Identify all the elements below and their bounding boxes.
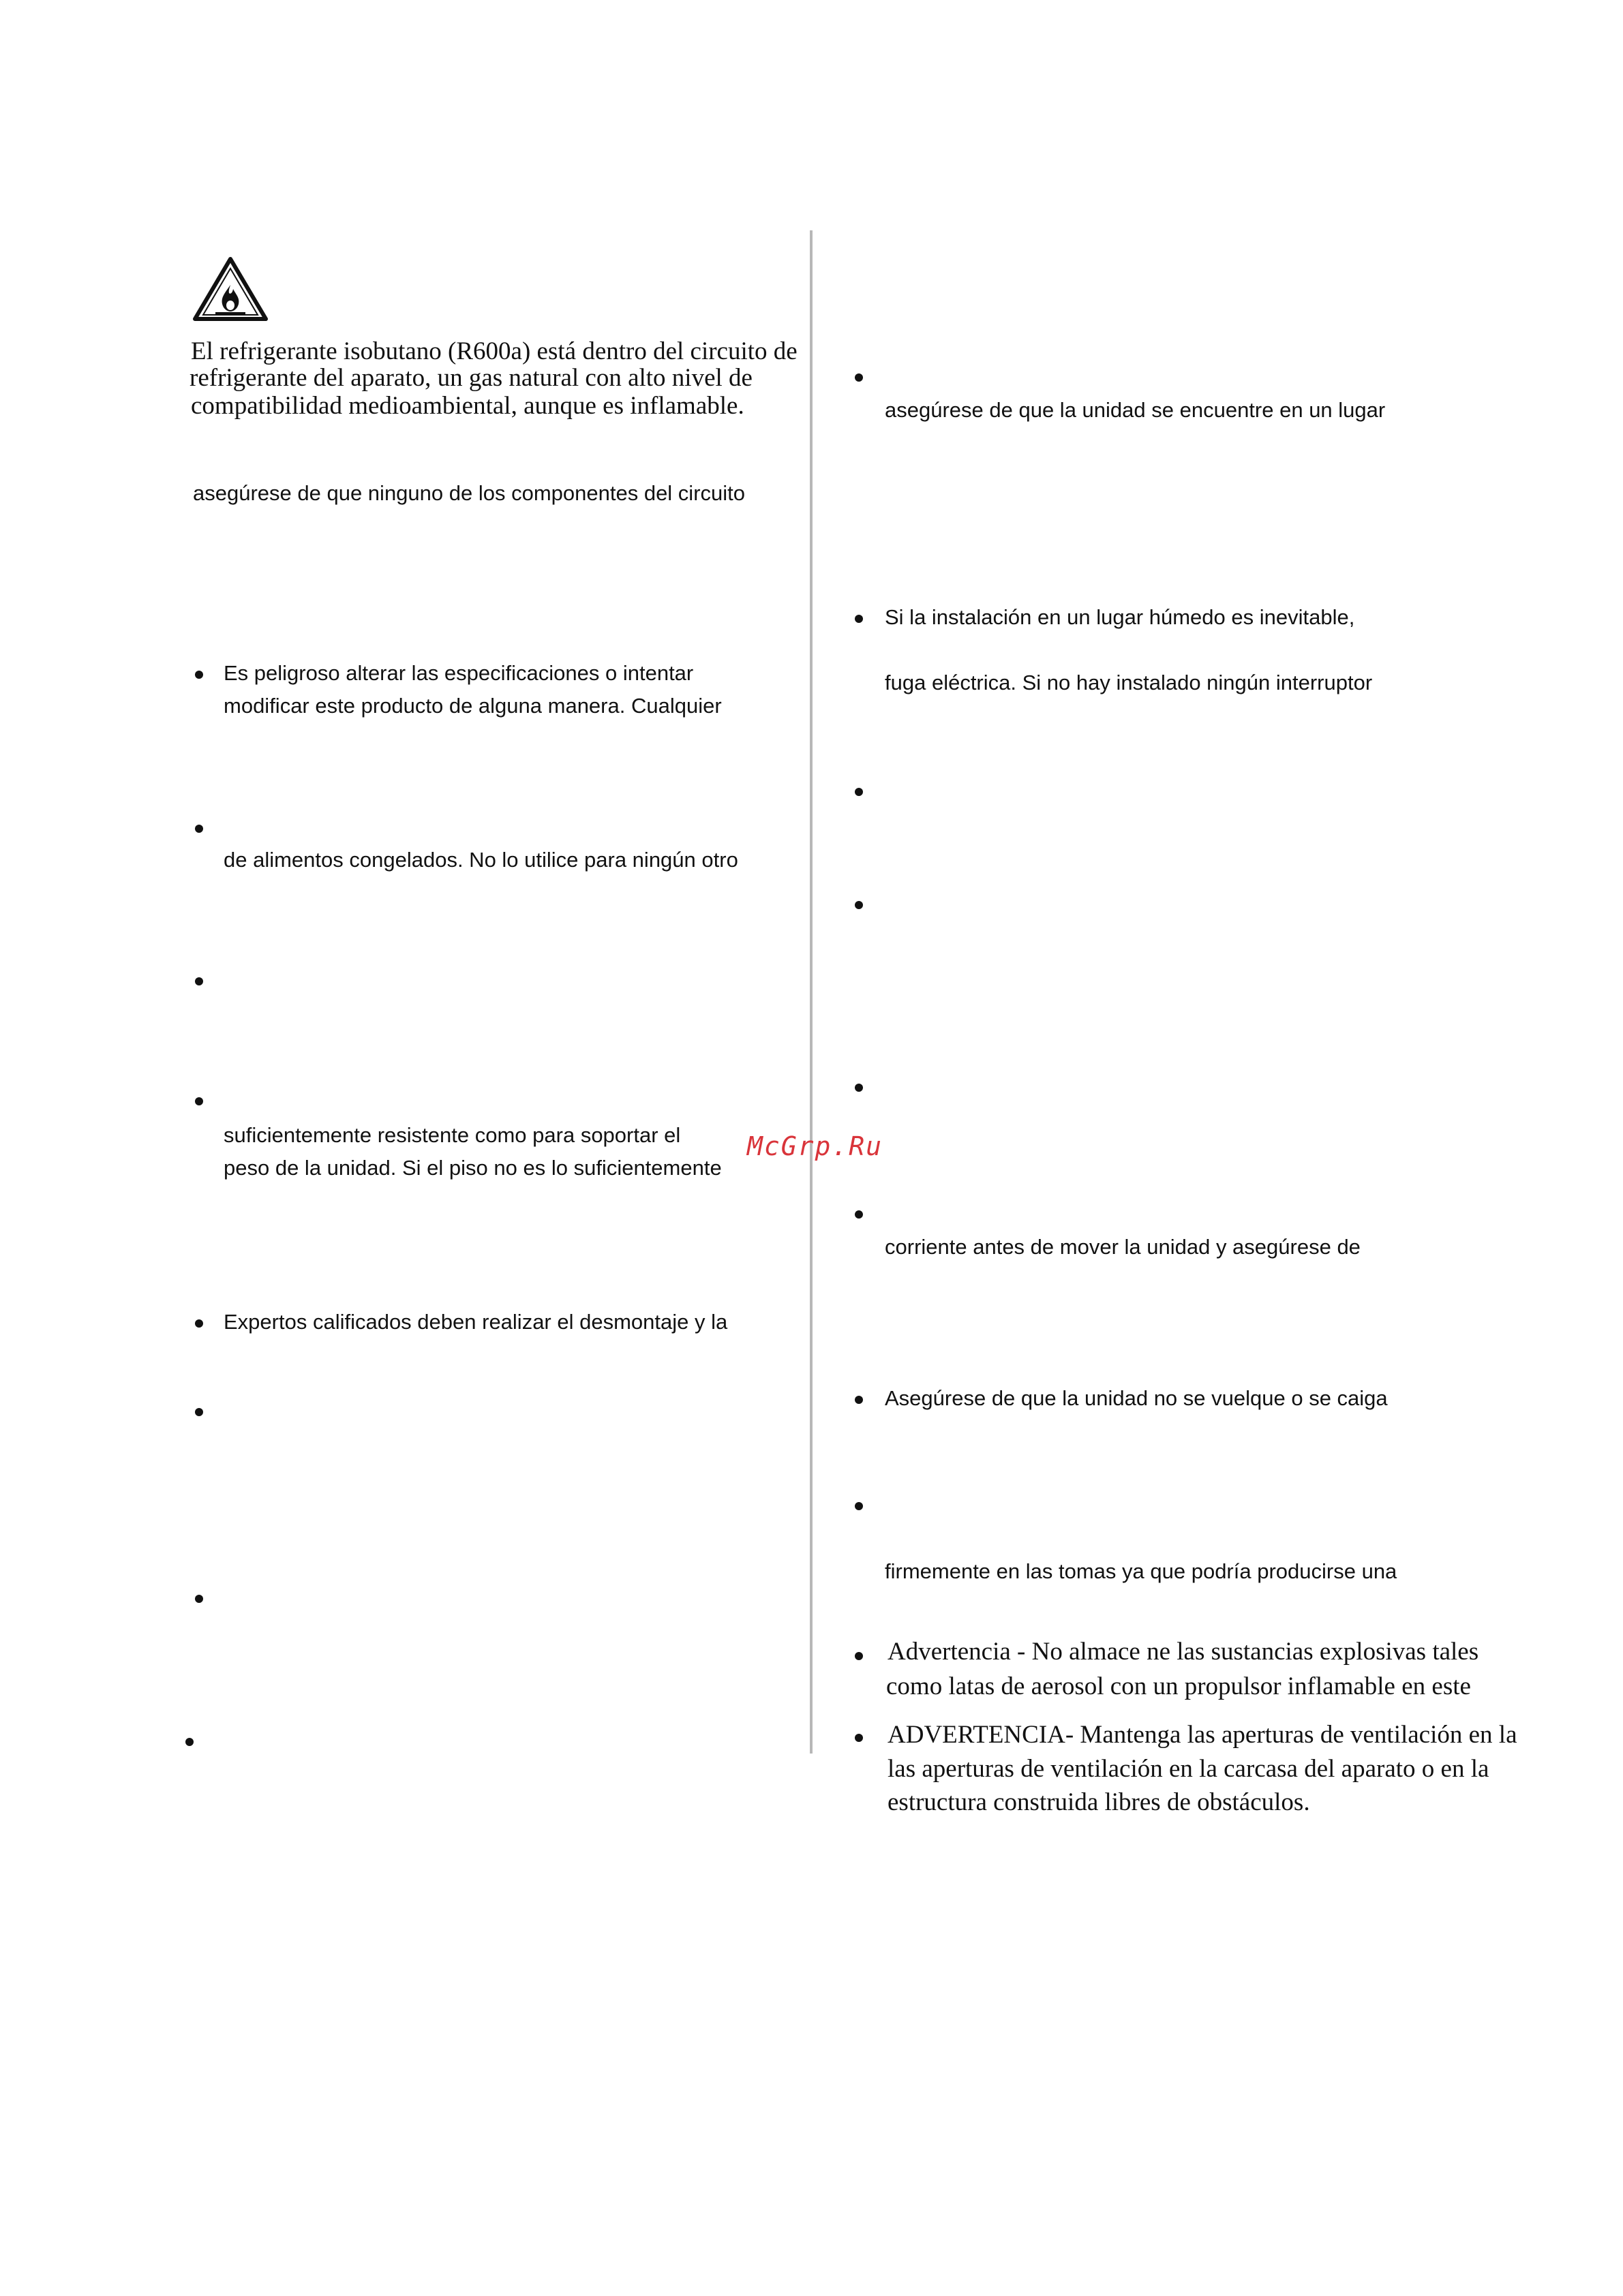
bullet-dot [855, 615, 863, 623]
flammable-warning-icon [191, 255, 270, 323]
watermark: McGrp.Ru [747, 1131, 883, 1161]
right-bullet2-line2: fuga eléctrica. Si no hay instalado ningún interruptor [885, 671, 1373, 694]
bullet-dot [855, 1084, 863, 1092]
bullet-dot [855, 901, 863, 909]
right-bullet7-line: Asegúrese de que la unidad no se vuelque o se caiga [885, 1386, 1388, 1410]
column-divider [810, 230, 813, 1754]
right-bullet8-line: firmemente en las tomas ya que podría producirse una [885, 1559, 1397, 1583]
intro-line-1: El refrigerante isobutano (R600a) está dentro del circuito de [191, 337, 798, 365]
bullet-dot [185, 1738, 194, 1746]
warning2-line3: estructura construida libres de obstáculos. [888, 1788, 1310, 1816]
bullet-dot [195, 977, 203, 985]
left-bullet1-line1: Es peligroso alterar las especificaciones o intentar [224, 661, 694, 685]
bullet-dot [195, 1408, 203, 1416]
components-line: asegúrese de que ninguno de los componentes del circuito [193, 481, 745, 505]
left-bullet4-line2: peso de la unidad. Si el piso no es lo suficientemente [224, 1156, 722, 1180]
bullet-dot [195, 1319, 203, 1328]
bullet-dot [855, 1210, 863, 1219]
bullet-dot [855, 373, 863, 382]
warning2-line2: las aperturas de ventilación en la carcasa del aparato o en la [888, 1755, 1489, 1783]
intro-line-2: refrigerante del aparato, un gas natural con alto nivel de [189, 364, 753, 392]
warning1-line1: Advertencia - No almace ne las sustancias explosivas tales [888, 1638, 1479, 1666]
right-bullet6-line: corriente antes de mover la unidad y asegúrese de [885, 1235, 1361, 1259]
bullet-dot [195, 825, 203, 833]
bullet-dot [855, 1502, 863, 1510]
right-bullet2-line1: Si la instalación en un lugar húmedo es inevitable, [885, 605, 1355, 629]
intro-line-3: compatibilidad medioambiental, aunque es inflamable. [191, 392, 744, 420]
bullet-dot [855, 1396, 863, 1404]
bullet-dot [855, 1652, 863, 1660]
bullet-dot [195, 1595, 203, 1603]
left-bullet2-line: de alimentos congelados. No lo utilice para ningún otro [224, 848, 738, 872]
bullet-dot [195, 1097, 203, 1105]
left-bullet4-line1: suficientemente resistente como para soportar el [224, 1123, 681, 1147]
bullet-dot [855, 1734, 863, 1742]
left-bullet5-line: Expertos calificados deben realizar el desmontaje y la [224, 1310, 728, 1334]
warning2-line1: ADVERTENCIA- Mantenga las aperturas de ventilación en la [888, 1721, 1517, 1749]
bullet-dot [855, 788, 863, 796]
bullet-dot [195, 671, 203, 679]
warning1-line2: como latas de aerosol con un propulsor inflamable en este [886, 1672, 1471, 1700]
left-bullet1-line2: modificar este producto de alguna manera. Cualquier [224, 694, 722, 718]
right-bullet1-line: asegúrese de que la unidad se encuentre en un lugar [885, 398, 1386, 422]
